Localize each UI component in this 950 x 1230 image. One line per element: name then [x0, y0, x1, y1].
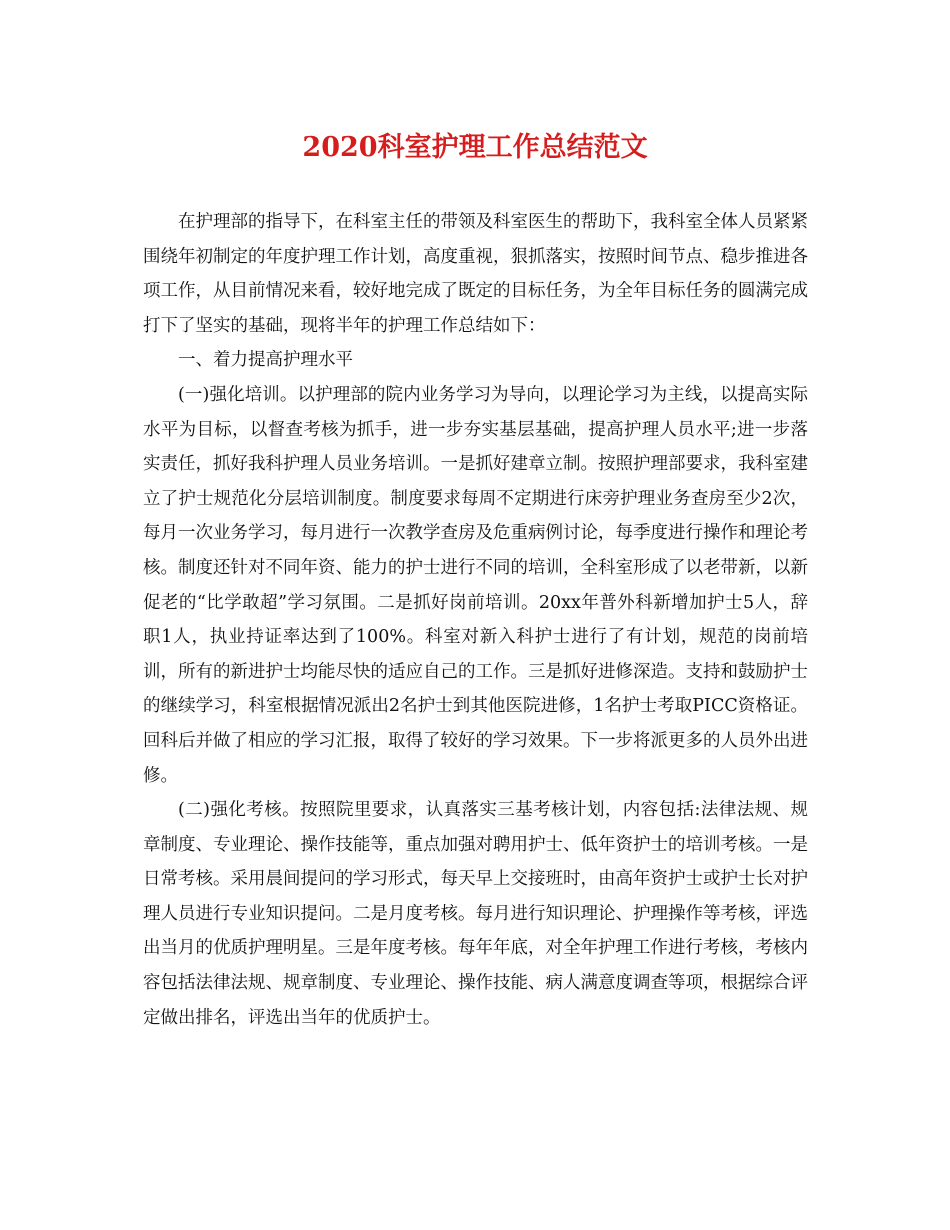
assessment-paragraph: (二)强化考核。按照院里要求，认真落实三基考核计划，内容包括:法律法规、规章制度、专业理论、操作技能等，重点加强对聘用护士、低年资护士的培训考核。一是日常考核。采用晨间提问的学习形式，每天早上交接班时，由高年资护士或护士长对护理人员进行专业知识提问。二是月度考核。每月进行知识理论、护理操作等考核，评选出当月的优质护理明星。三是年度考核。每年年底，对全年护理工作进行考核，考核内容包括法律法规、规章制度、专业理论、操作技能、病人满意度调查等项，根据综合评定做出排名，评选出当年的优质护士。: [143, 800, 808, 1028]
section-heading: 一、着力提高护理水平: [178, 350, 353, 371]
intro-paragraph: 在护理部的指导下，在科室主任的带领及科室医生的帮助下，我科室全体人员紧紧围绕年初制定的年度护理工作计划，高度重视，狠抓落实，按照时间节点、稳步推进各项工作，从目前情况来看，较好地完成了既定的目标任务，为全年目标任务的圆满完成打下了坚实的基础，现将半年的护理工作总结如下：: [143, 212, 808, 336]
document-body: [143, 205, 808, 1035]
document-title: 2020科室护理工作总结范文: [302, 132, 648, 163]
training-paragraph: (一)强化培训。以护理部的院内业务学习为导向，以理论学习为主线，以提高实际水平为目标，以督查考核为抓手，进一步夯实基层基础，提高护理人员水平;进一步落实责任，抓好我科护理人员业务培训。一是抓好建章立制。按照护理部要求，我科室建立了护士规范化分层培训制度。制度要求每周不定期进行床旁护理业务查房至少2次，每月一次业务学习，每月进行一次教学查房及危重病例讨论，每季度进行操作和理论考核。制度还针对不同年资、能力的护士进行不同的培训，全科室形成了以老带新，以新促老的“比学敢超”学习氛围。二是抓好岗前培训。20xx年普外科新增加护士5人，辞职1人，执业持证率达到了100%。科室对新入科护士进行了有计划，规范的岗前培训，所有的新进护士均能尽快的适应自己的工作。三是抓好进修深造。支持和鼓励护士的继续学习，科室根据情况派出2名护士到其他医院进修，1名护士考取PICC资格证。回科后并做了相应的学习汇报，取得了较好的学习效果。下一步将派更多的人员外出进修。: [143, 384, 808, 786]
